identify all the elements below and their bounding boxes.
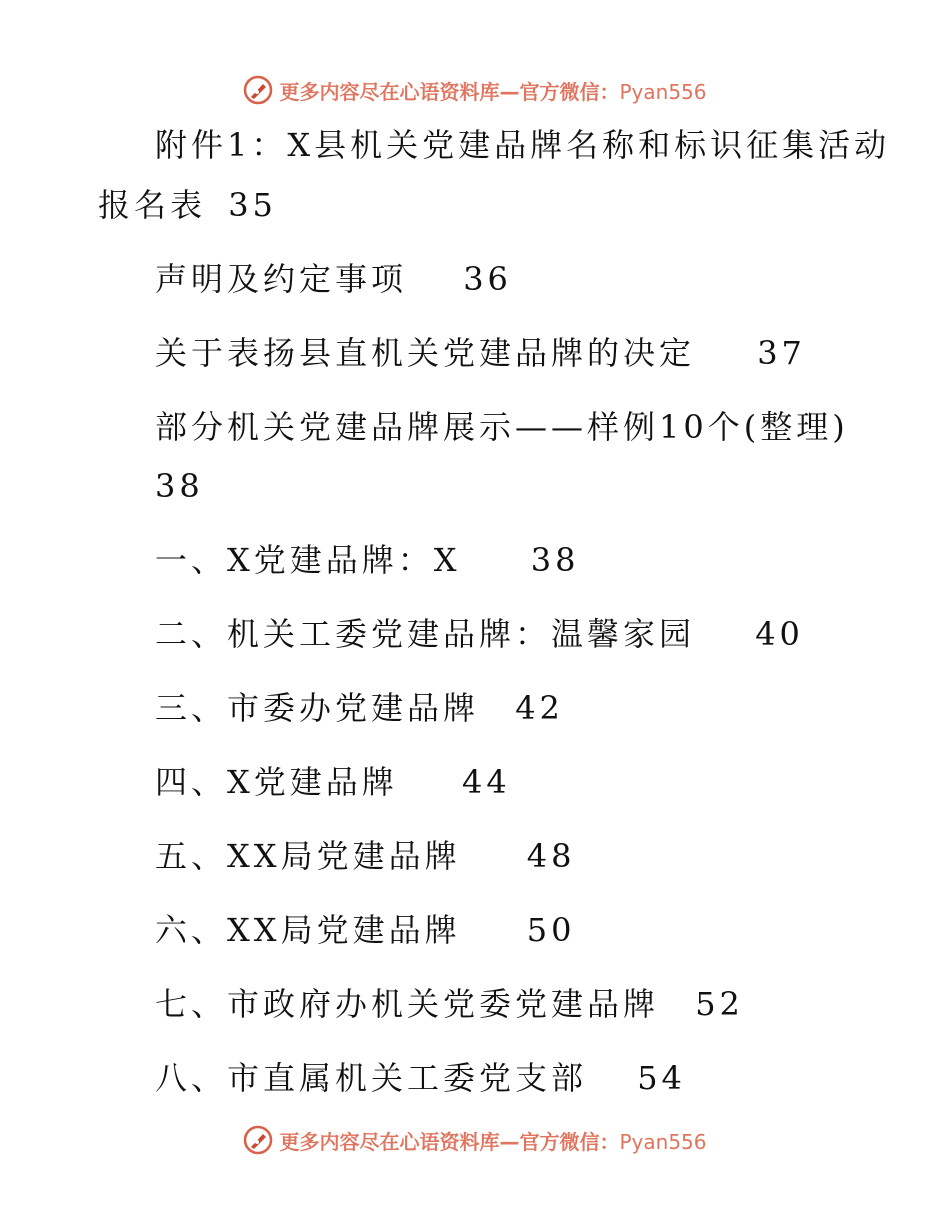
toc-entry-page: 48: [526, 837, 576, 875]
toc-entry-page: 38: [155, 467, 204, 505]
toc-entry-title: 八、市直属机关工委党支部: [155, 1059, 588, 1097]
toc-entry[interactable]: [155, 540, 579, 580]
toc-entry[interactable]: [155, 984, 744, 1024]
toc-entry[interactable]: [155, 910, 575, 950]
toc-entry-title: 七、市政府办机关党委党建品牌: [155, 985, 660, 1023]
toc-entry-title: 三、市委办党建品牌: [155, 689, 480, 727]
toc-entry[interactable]: [155, 259, 512, 299]
watermark-text: [279, 1126, 706, 1155]
pen-nib-circle-icon: [243, 75, 273, 105]
watermark-label: 更多内容尽在心语资料库—官方微信：: [279, 79, 620, 104]
toc-entry[interactable]: [155, 688, 564, 728]
toc-entry-page: 35: [228, 186, 277, 224]
toc-entry-page: 40: [755, 615, 804, 653]
toc-entry[interactable]: [155, 125, 890, 165]
toc-entry-title: 报名表: [98, 186, 207, 224]
footer-watermark: [0, 1120, 950, 1160]
toc-entry-page: 54: [637, 1059, 686, 1097]
toc-entry-page: 37: [757, 334, 806, 372]
toc-entry-page: 42: [515, 689, 564, 727]
toc-entry-title: 一、X党建品牌：X: [155, 541, 461, 579]
toc-entry[interactable]: [155, 762, 511, 802]
toc-entry-page: 36: [463, 260, 512, 298]
toc-entry[interactable]: [155, 1058, 686, 1098]
toc-entry[interactable]: [155, 333, 806, 373]
toc-entry-title: 二、机关工委党建品牌：温馨家园: [155, 615, 696, 653]
toc-entry-page: 52: [695, 985, 744, 1023]
pen-nib-circle-icon: [243, 1125, 273, 1155]
toc-entry[interactable]: [155, 614, 804, 654]
toc-entry-title: 六、XX局党建品牌: [155, 911, 461, 949]
toc-entry-title: 四、X党建品牌: [155, 763, 398, 801]
toc-entry[interactable]: [98, 185, 277, 225]
wechat-id: Pyan556: [619, 79, 707, 104]
toc-entry-title: 关于表扬县直机关党建品牌的决定: [155, 334, 696, 372]
toc-entry-page: 50: [526, 911, 576, 949]
toc-entry-title: 声明及约定事项: [155, 260, 408, 298]
toc-entry-title: 五、XX局党建品牌: [155, 837, 461, 875]
toc-entry-title: 部分机关党建品牌展示——样例10个(整理): [155, 408, 849, 446]
toc-entry[interactable]: [155, 466, 204, 506]
toc-entry[interactable]: [155, 407, 849, 447]
watermark-text: [279, 76, 706, 105]
toc-entry-page: 44: [461, 763, 511, 801]
watermark-label: 更多内容尽在心语资料库—官方微信：: [279, 1129, 620, 1154]
toc-entry[interactable]: [155, 836, 575, 876]
header-watermark: [0, 70, 950, 110]
toc-entry-page: 38: [530, 541, 580, 579]
wechat-id: Pyan556: [619, 1129, 707, 1154]
toc-entry-title: 附件1：X县机关党建品牌名称和标识征集活动: [155, 126, 891, 164]
